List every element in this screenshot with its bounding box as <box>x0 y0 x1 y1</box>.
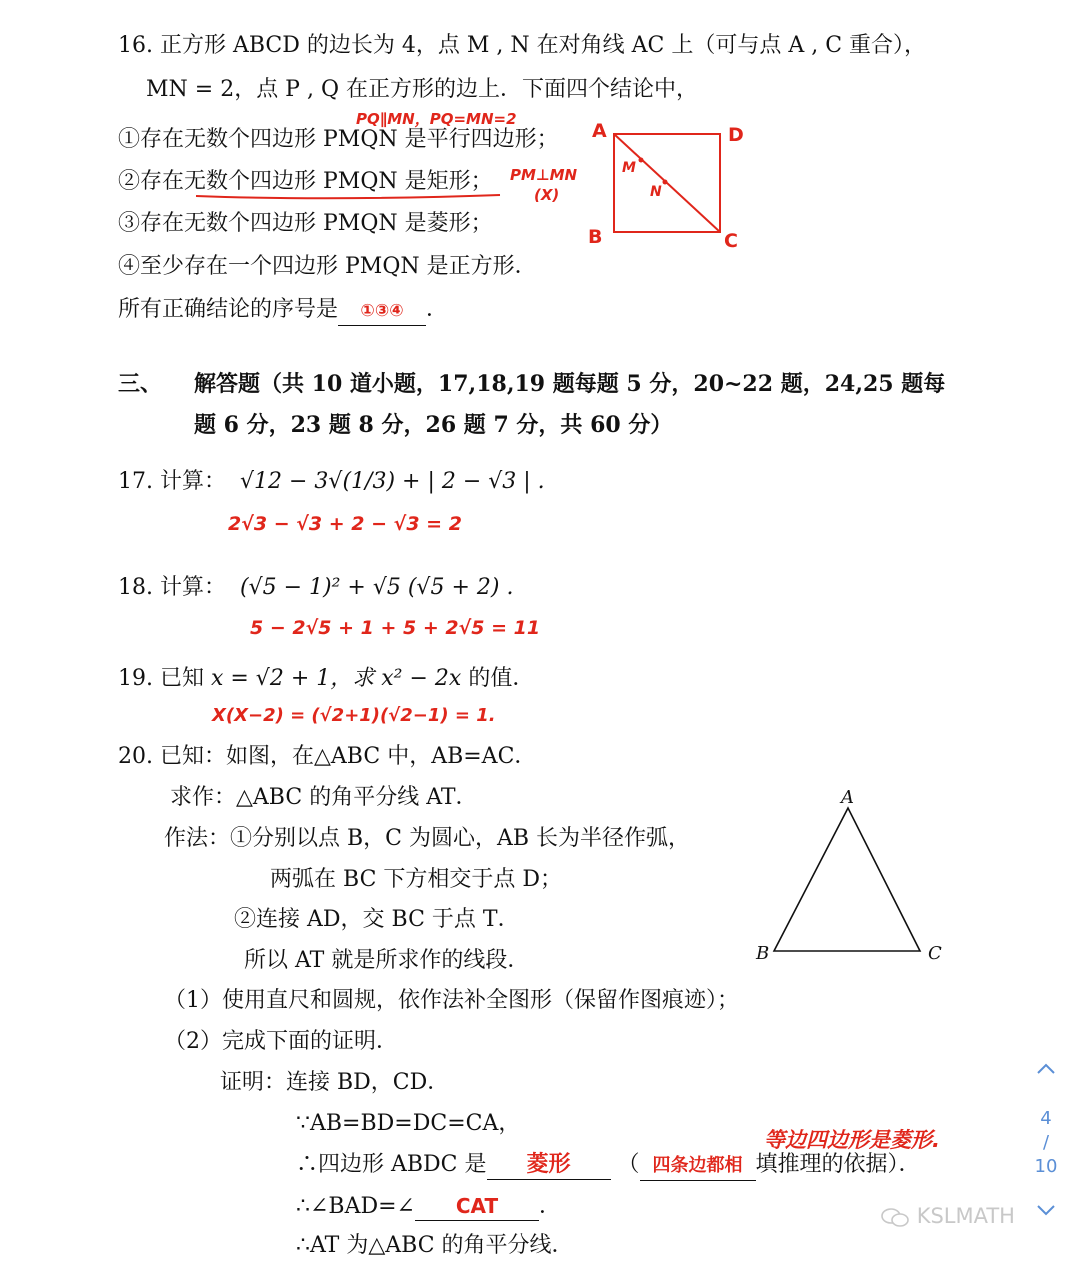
q19-expr2: x² − 2x <box>381 666 462 691</box>
q20-line4: 两弧在 BC 下方相交于点 D； <box>270 867 563 892</box>
page-total: 10 <box>1034 1156 1058 1177</box>
q20-line1: 20. 已知：如图，在△ABC 中，AB=AC． <box>118 744 537 769</box>
q16-answer-blank: ①③④ <box>338 297 426 326</box>
fig20-label-b: B <box>756 943 770 964</box>
watermark-text: KSLMATH <box>916 1204 1015 1228</box>
q16-note1: PQ∥MN，PQ=MN=2 <box>356 110 517 128</box>
q19-tail: 的值． <box>468 666 535 691</box>
q20-line5: ②连接 AD，交 BC 于点 T． <box>234 907 520 932</box>
q20-proof2 <box>296 1151 921 1181</box>
q20-proof0: 证明：连接 BD，CD． <box>220 1070 450 1095</box>
q16-note2b: (X) <box>534 186 560 204</box>
q16-choice4: ④至少存在一个四边形 PMQN 是正方形． <box>118 254 537 279</box>
fig16-label-m: M <box>622 160 636 176</box>
q16-choice2: ②存在无数个四边形 PMQN 是矩形； <box>118 169 493 194</box>
page-separator: / <box>1042 1132 1050 1153</box>
q20-proof2-blank1: 菱形 <box>487 1151 611 1180</box>
q16-choice3: ③存在无数个四边形 PMQN 是菱形； <box>118 211 493 236</box>
q20-proof2-prefix: ∴四边形 ABDC 是 <box>296 1152 487 1177</box>
triangle-abc <box>774 808 920 951</box>
q17-expression: √12 − 3√(1/3) + | 2 − √3 | . <box>240 469 545 494</box>
watermark <box>880 1204 1015 1228</box>
q16-choice1: ①存在无数个四边形 PMQN 是平行四边形； <box>118 127 559 152</box>
chevron-up-icon <box>1030 1059 1062 1077</box>
q20-line2: 求作：△ABC 的角平分线 AT． <box>170 785 478 810</box>
section3-line2: 题 6 分，23 题 8 分，26 题 7 分，共 60 分） <box>194 412 673 438</box>
q16-answer-suffix: ． <box>426 297 449 322</box>
wechat-logo-icon <box>880 1206 910 1228</box>
q19-expr1: x = √2 + 1，求 <box>210 666 375 691</box>
chevron-down-icon <box>1030 1202 1062 1220</box>
q20-line6: 所以 AT 就是所求作的线段． <box>244 948 530 973</box>
q20-proof4: ∴AT 为△ABC 的角平分线． <box>296 1233 574 1258</box>
fig16-label-d: D <box>728 124 744 146</box>
q20-proof2-paren: （ <box>617 1152 640 1177</box>
section3-number: 三、 <box>118 371 163 397</box>
q16-line2: MN = 2，点 P , Q 在正方形的边上．下面四个结论中， <box>146 77 698 102</box>
fig16-label-a: A <box>592 120 607 142</box>
q20-proof3 <box>296 1192 561 1221</box>
q20-part2: （2）完成下面的证明． <box>164 1029 398 1054</box>
q19-handwritten: X(X−2) = (√2+1)(√2−1) = 1. <box>212 705 496 726</box>
scroll-down-chevron-icon[interactable] <box>1030 1202 1062 1224</box>
q18-handwritten: 5 − 2√5 + 1 + 5 + 2√5 = 11 <box>250 617 541 639</box>
section3-line1: 解答题（共 10 道小题，17,18,19 题每题 5 分，20~22 题，24,25 题每 <box>194 371 946 397</box>
q19-label: 19. 已知 <box>118 666 204 691</box>
q16-answer-prefix: 所有正确结论的序号是 <box>118 297 339 322</box>
fig16-label-n: N <box>650 184 662 200</box>
q20-line3: 作法：①分别以点 B，C 为圆心，AB 长为半径作弧， <box>164 826 691 851</box>
q20-proof3-prefix: ∴∠BAD=∠ <box>296 1194 415 1219</box>
q20-proof3-suffix: ． <box>539 1194 562 1219</box>
fig16-label-c: C <box>724 230 738 252</box>
q20-proof2-suffix: 填推理的依据）． <box>755 1152 921 1177</box>
q17-label: 17. 计算： <box>118 469 226 494</box>
q20-hand-note: 等边四边形是菱形. <box>764 1128 940 1152</box>
q20-proof2-blank2: 四条边都相 <box>640 1152 756 1181</box>
fig20-label-a: A <box>841 787 854 808</box>
q16-line1: 16. 正方形 ABCD 的边长为 4，点 M , N 在对角线 AC 上（可与点 A , C 重合）， <box>118 33 927 58</box>
q18-expression: (√5 − 1)² + √5 (√5 + 2) . <box>240 575 514 600</box>
q20-part1: （1）使用直尺和圆规，依作法补全图形（保留作图痕迹）； <box>164 988 739 1013</box>
fig16-label-b: B <box>588 226 603 248</box>
q16-note2a: PM⊥MN <box>510 166 578 184</box>
q17-handwritten: 2√3 − √3 + 2 − √3 = 2 <box>228 513 462 535</box>
page-current: 4 <box>1040 1108 1052 1129</box>
q18-label: 18. 计算： <box>118 575 226 600</box>
q20-proof1: ∵AB=BD=DC=CA， <box>296 1111 521 1136</box>
fig20-label-c: C <box>928 943 942 964</box>
q20-proof3-blank: CAT <box>415 1192 539 1221</box>
scroll-up-chevron-icon[interactable] <box>1030 1058 1062 1083</box>
